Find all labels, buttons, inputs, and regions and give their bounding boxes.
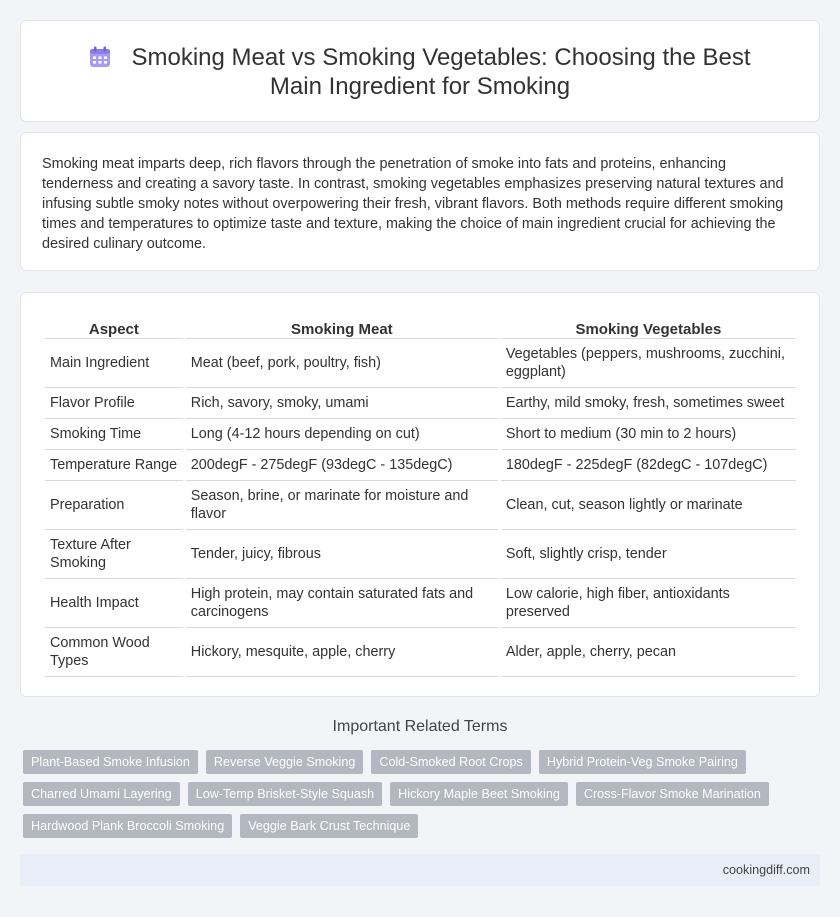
table-row — [45, 481, 796, 530]
table-cell: 180degF - 225degF (82degC - 107degC) — [501, 450, 796, 481]
related-terms-list — [23, 750, 803, 838]
table-cell: Tender, juicy, fibrous — [186, 530, 498, 579]
related-term-tag[interactable]: Hardwood Plank Broccoli Smoking — [23, 814, 232, 838]
table-row — [45, 450, 796, 481]
column-header-vegetables: Smoking Vegetables — [501, 313, 796, 339]
table-cell: Preparation — [45, 481, 183, 530]
intro-paragraph: Smoking meat imparts deep, rich flavors through the penetration of smoke into fats and proteins, enhancing tenderness and creating a savory taste. In contrast, smoking vegetables emphasizes preserving natural textures and infusing subtle smoky notes without overpowering their fresh, vibrant flavors. Both methods require different smoking times and temperatures to optimize taste and texture, making the choice of main ingredient crucial for achieving the desired culinary outcome. — [42, 156, 784, 252]
footer-bar — [20, 854, 820, 886]
related-term-tag[interactable]: Cross-Flavor Smoke Marination — [576, 782, 769, 806]
page-title: Smoking Meat vs Smoking Vegetables: Choosing the Best Main Ingredient for Smoking — [131, 44, 751, 100]
table-cell: Meat (beef, pork, poultry, fish) — [186, 339, 498, 388]
calendar-icon — [89, 46, 111, 68]
table-cell: Temperature Range — [45, 450, 183, 481]
table-cell: 200degF - 275degF (93degC - 135degC) — [186, 450, 498, 481]
table-cell: Smoking Time — [45, 419, 183, 450]
related-term-tag[interactable]: Hybrid Protein-Veg Smoke Pairing — [539, 750, 746, 774]
intro-card — [20, 132, 820, 271]
table-cell: Main Ingredient — [45, 339, 183, 388]
table-cell: Flavor Profile — [45, 388, 183, 419]
table-cell: Earthy, mild smoky, fresh, sometimes sweet — [501, 388, 796, 419]
table-cell: Soft, slightly crisp, tender — [501, 530, 796, 579]
table-cell: Health Impact — [45, 579, 183, 628]
table-cell: Common Wood Types — [45, 628, 183, 677]
table-row — [45, 579, 796, 628]
page-title-wrap — [21, 43, 819, 101]
comparison-table — [42, 313, 799, 677]
related-term-tag[interactable]: Cold-Smoked Root Crops — [371, 750, 531, 774]
comparison-card — [20, 292, 820, 697]
table-cell: Short to medium (30 min to 2 hours) — [501, 419, 796, 450]
table-cell: Season, brine, or marinate for moisture and flavor — [186, 481, 498, 530]
table-cell: Vegetables (peppers, mushrooms, zucchini, eggplant) — [501, 339, 796, 388]
table-cell: Clean, cut, season lightly or marinate — [501, 481, 796, 530]
related-term-tag[interactable]: Charred Umami Layering — [23, 782, 180, 806]
table-row — [45, 339, 796, 388]
table-cell: Rich, savory, smoky, umami — [186, 388, 498, 419]
column-header-aspect: Aspect — [45, 313, 183, 339]
table-row — [45, 388, 796, 419]
table-cell: High protein, may contain saturated fats and carcinogens — [186, 579, 498, 628]
related-term-tag[interactable]: Hickory Maple Beet Smoking — [390, 782, 568, 806]
title-card — [20, 20, 820, 122]
table-cell: Alder, apple, cherry, pecan — [501, 628, 796, 677]
table-cell: Hickory, mesquite, apple, cherry — [186, 628, 498, 677]
related-term-tag[interactable]: Veggie Bark Crust Technique — [240, 814, 418, 838]
table-row — [45, 419, 796, 450]
related-term-tag[interactable]: Reverse Veggie Smoking — [206, 750, 363, 774]
table-cell: Texture After Smoking — [45, 530, 183, 579]
table-row — [45, 530, 796, 579]
table-cell: Low calorie, high fiber, antioxidants preserved — [501, 579, 796, 628]
related-term-tag[interactable]: Low-Temp Brisket-Style Squash — [188, 782, 382, 806]
footer-site-link[interactable]: cookingdiff.com — [722, 863, 810, 877]
table-header-row — [45, 313, 796, 339]
related-terms-heading: Important Related Terms — [332, 718, 508, 735]
table-row — [45, 628, 796, 677]
column-header-meat: Smoking Meat — [186, 313, 498, 339]
related-term-tag[interactable]: Plant-Based Smoke Infusion — [23, 750, 198, 774]
table-cell: Long (4-12 hours depending on cut) — [186, 419, 498, 450]
